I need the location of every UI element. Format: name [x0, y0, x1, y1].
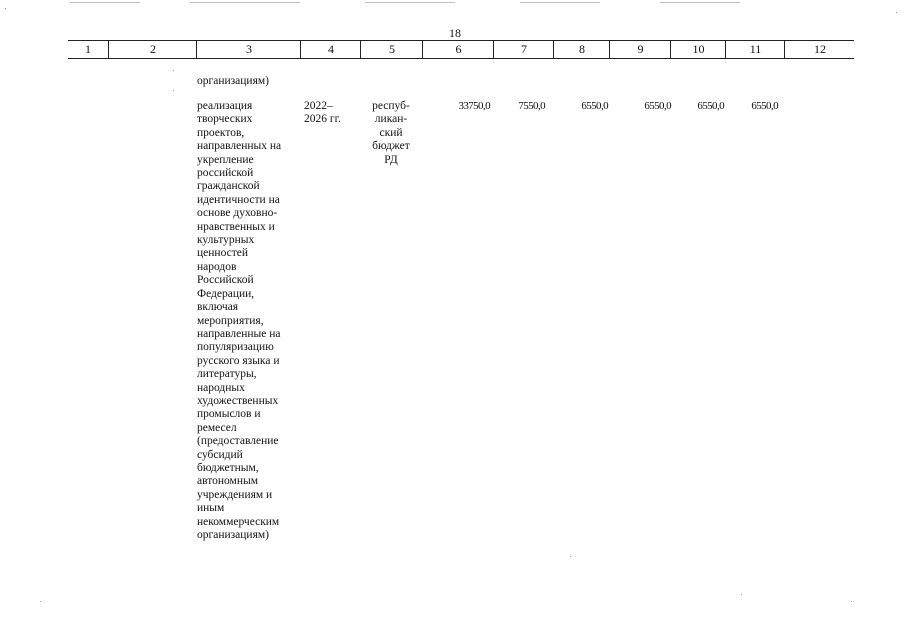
- source-line: бюджет: [372, 140, 410, 153]
- funding-source: [364, 100, 418, 167]
- description-line: гражданской: [197, 180, 260, 193]
- value-col-11: 6550,0: [751, 100, 778, 112]
- header-col-3: 3: [196, 41, 301, 58]
- description-line: организациям): [197, 529, 269, 541]
- description-line: иным: [197, 502, 225, 515]
- source-line: респуб-: [372, 100, 410, 112]
- page-number: 18: [449, 26, 461, 40]
- header-col-12: 12: [784, 41, 855, 58]
- description-line: творческих: [197, 113, 253, 126]
- header-col-7: 7: [493, 41, 554, 58]
- description-line: основе духовно-: [197, 207, 278, 220]
- description-line: укрепление: [197, 153, 254, 166]
- column-number-header: [68, 40, 854, 59]
- header-col-11: 11: [725, 41, 785, 58]
- scan-artifact-line: [190, 2, 300, 3]
- scan-speck: [851, 601, 852, 602]
- header-col-8: 8: [553, 41, 610, 58]
- scan-speck: [741, 594, 742, 595]
- description-line: российской: [197, 167, 254, 180]
- description-line: мероприятия,: [197, 314, 264, 327]
- description-line: проектов,: [197, 126, 245, 139]
- description-line: популяризацию: [197, 341, 274, 354]
- header-col-9: 9: [609, 41, 671, 58]
- source-line: ликан-: [374, 113, 408, 126]
- header-col-2: 2: [108, 41, 197, 58]
- description-line: художественных: [197, 394, 279, 407]
- header-col-4: 4: [300, 41, 361, 58]
- description-line: включая: [197, 301, 239, 314]
- header-col-6: 6: [422, 41, 494, 58]
- description-line: литературы,: [197, 368, 257, 381]
- description-line: русского языка и: [197, 354, 280, 367]
- implementation-period: [304, 100, 354, 127]
- source-line: РД: [384, 153, 398, 166]
- header-col-10: 10: [670, 41, 726, 58]
- value-col-7: 7550,0: [518, 100, 545, 112]
- continued-description: организациям): [197, 75, 269, 87]
- scan-artifact-line: [660, 2, 740, 3]
- activity-description: [197, 100, 297, 542]
- description-line: реализация: [197, 100, 253, 112]
- description-line: направленных на: [197, 140, 282, 153]
- description-line: субсидий: [197, 448, 243, 461]
- scan-artifact-line: [70, 2, 140, 3]
- source-line: ский: [379, 126, 403, 139]
- description-line: ремесел: [197, 421, 237, 434]
- description-line: Федерации,: [197, 287, 255, 300]
- description-line: бюджетным,: [197, 461, 259, 474]
- description-line: направленные на: [197, 327, 281, 340]
- scan-speck: [896, 12, 897, 13]
- value-col-9: 6550,0: [644, 100, 671, 112]
- scan-speck: [5, 8, 6, 9]
- scan-speck: [570, 556, 571, 557]
- scan-speck: [173, 70, 174, 71]
- description-line: (предоставление: [197, 435, 279, 448]
- description-line: Российской: [197, 274, 254, 287]
- description-line: культурных: [197, 234, 255, 247]
- header-col-5: 5: [360, 41, 423, 58]
- description-line: некоммерческим: [197, 515, 280, 528]
- description-line: промыслов и: [197, 408, 261, 421]
- header-col-1: 1: [85, 42, 91, 56]
- description-line: народных: [197, 381, 245, 394]
- description-line: идентичности на: [197, 193, 280, 206]
- scan-artifact-line: [365, 2, 455, 3]
- scan-speck: [173, 90, 174, 91]
- description-line: нравственных и: [197, 220, 275, 233]
- value-col-6: 33750,0: [458, 100, 490, 112]
- value-col-10: 6550,0: [697, 100, 724, 112]
- description-line: учреждениям и: [197, 488, 273, 501]
- period-line: 2022–: [304, 100, 333, 112]
- description-line: автономным: [197, 475, 258, 488]
- period-line: 2026 гг.: [304, 113, 341, 126]
- description-line: ценностей: [197, 247, 248, 260]
- scan-speck: [40, 601, 41, 602]
- description-line: народов: [197, 260, 237, 273]
- value-col-8: 6550,0: [581, 100, 608, 112]
- scan-artifact-line: [520, 2, 600, 3]
